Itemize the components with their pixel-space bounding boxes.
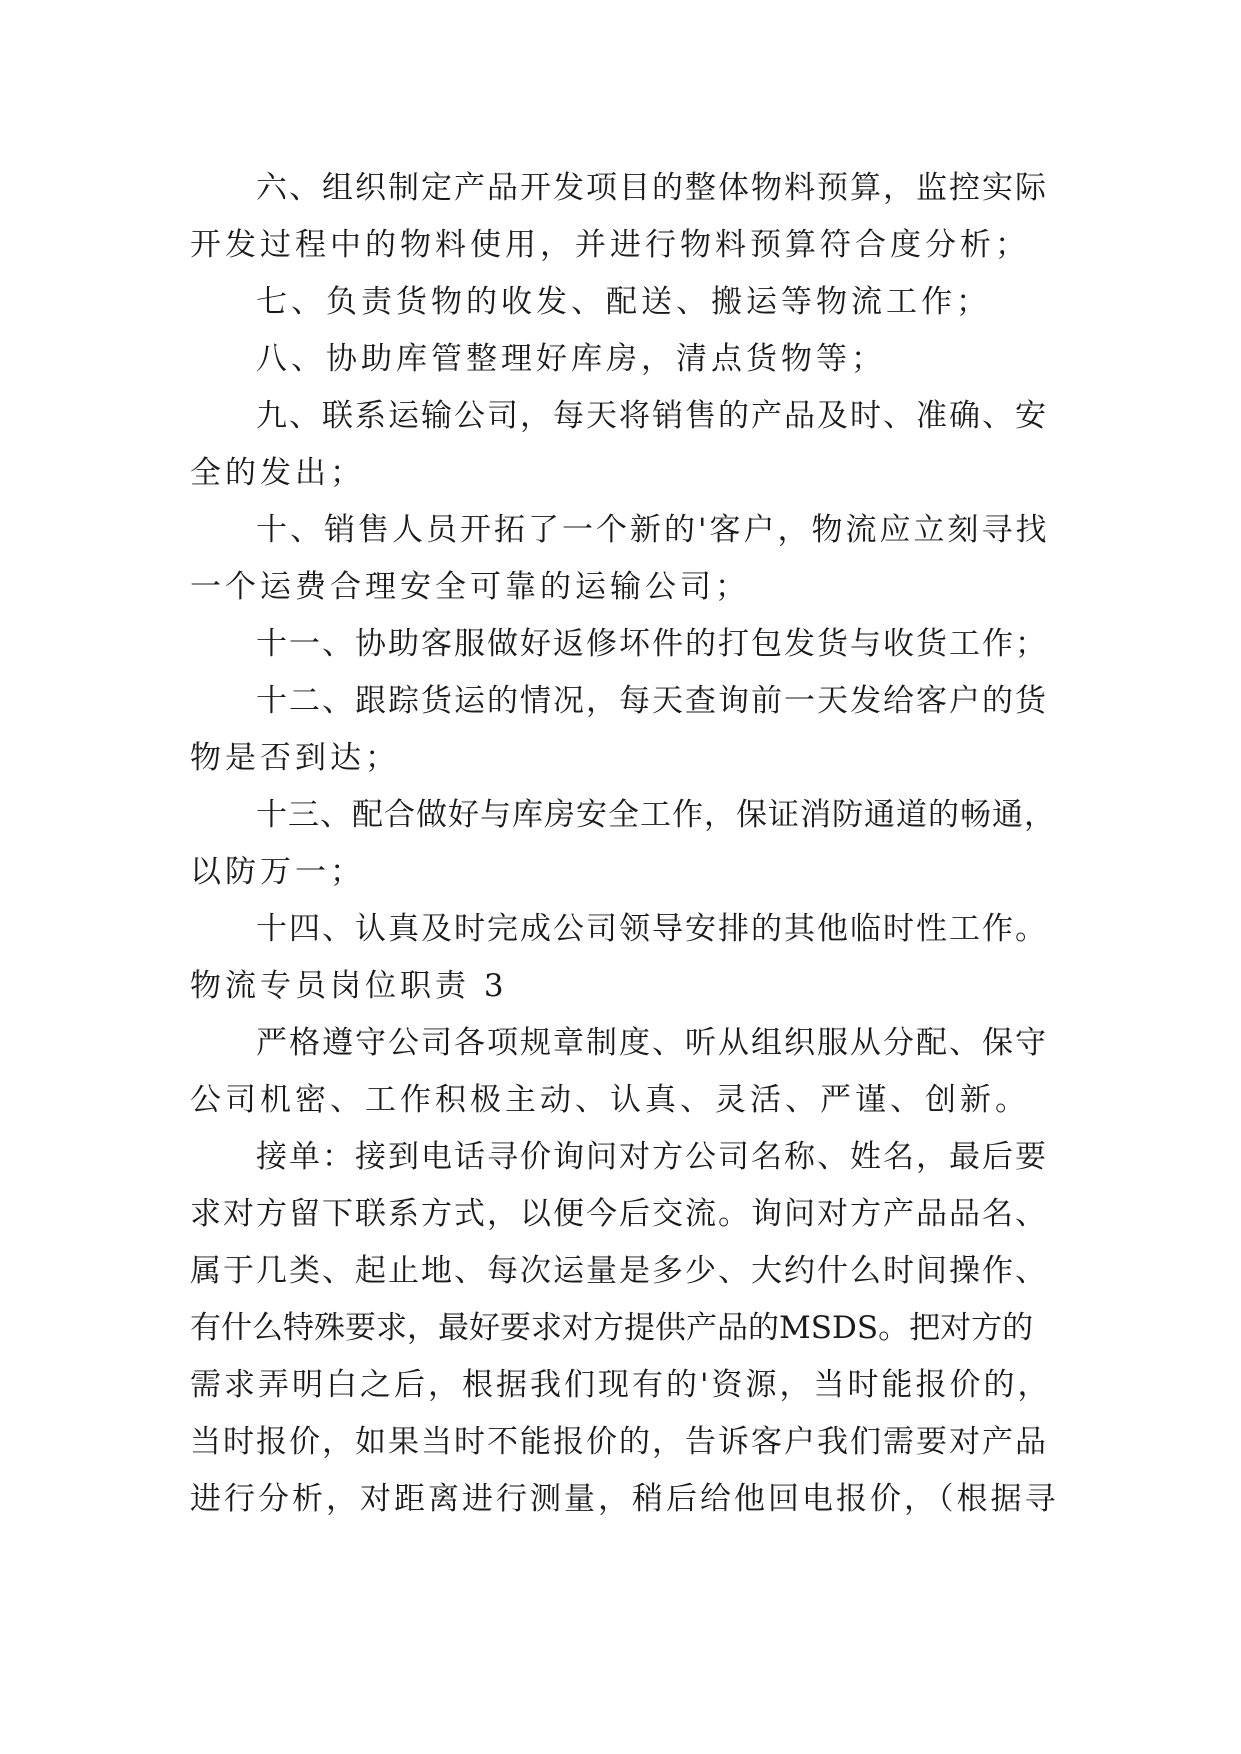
text-line: 开发过程中的物料使用，并进行物料预算符合度分析； bbox=[190, 227, 1030, 263]
text-line: 全的发出； bbox=[190, 455, 365, 491]
text-line: 八、协助库管整理好库房，清点货物等； bbox=[256, 341, 886, 377]
text-line: 当时报价，如果当时不能报价的，告诉客户我们需要对产品 bbox=[190, 1424, 1048, 1460]
text-line: 九、联系运输公司，每天将销售的产品及时、准确、安 bbox=[256, 398, 1048, 434]
text-line: 十一、协助客服做好返修坏件的打包发货与收货工作； bbox=[256, 626, 1048, 662]
text-line: 接单：接到电话寻价询问对方公司名称、姓名，最后要 bbox=[256, 1139, 1048, 1175]
text-line: 十四、认真及时完成公司领导安排的其他临时性工作。 bbox=[256, 911, 1048, 947]
text-line: 十、销售人员开拓了一个新的'客户，物流应立刻寻找 bbox=[256, 512, 1050, 548]
text-line: 需求弄明白之后，根据我们现有的'资源，当时能报价的， bbox=[190, 1367, 1052, 1403]
text-line: 公司机密、工作积极主动、认真、灵活、严谨、创新。 bbox=[190, 1082, 1030, 1118]
section-heading: 物流专员岗位职责 3 bbox=[190, 968, 508, 1004]
text-line: 有什么特殊要求，最好要求对方提供产品的MSDS。把对方的 bbox=[190, 1310, 1034, 1346]
text-line: 十三、配合做好与库房安全工作，保证消防通道的畅通， bbox=[256, 797, 1056, 833]
text-line: 进行分析，对距离进行测量，稍后给他回电报价，（根据寻 bbox=[190, 1481, 1059, 1517]
text-line: 求对方留下联系方式，以便今后交流。询问对方产品品名、 bbox=[190, 1196, 1048, 1232]
text-line: 六、组织制定产品开发项目的整体物料预算，监控实际 bbox=[256, 170, 1048, 206]
text-line: 七、负责货物的收发、配送、搬运等物流工作； bbox=[256, 284, 991, 320]
text-line: 严格遵守公司各项规章制度、听从组织服从分配、保守 bbox=[256, 1025, 1048, 1061]
text-line: 以防万一； bbox=[190, 854, 365, 890]
text-line: 属于几类、起止地、每次运量是多少、大约什么时间操作、 bbox=[190, 1253, 1048, 1289]
text-line: 一个运费合理安全可靠的运输公司； bbox=[190, 569, 750, 605]
text-line: 物是否到达； bbox=[190, 740, 400, 776]
text-line: 十二、跟踪货运的情况，每天查询前一天发给客户的货 bbox=[256, 683, 1048, 719]
